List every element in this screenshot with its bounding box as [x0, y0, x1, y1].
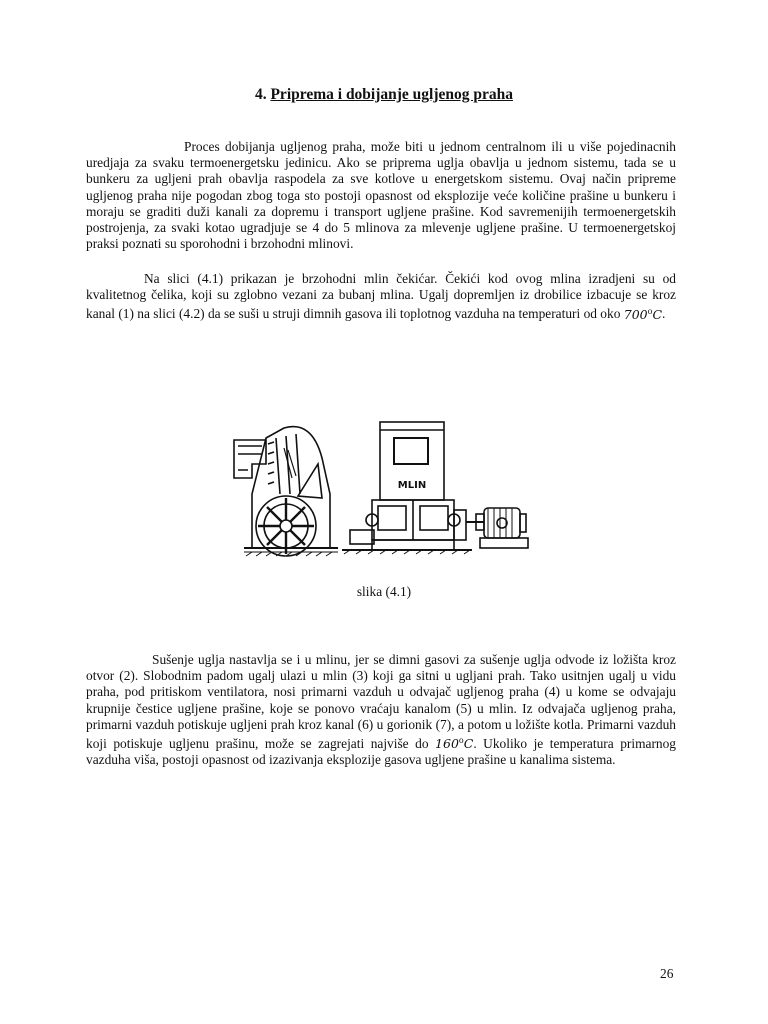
- paragraph-3: [86, 652, 676, 769]
- page-number: 26: [660, 966, 674, 981]
- section-heading: [0, 86, 768, 104]
- paragraph-2-text: Na slici (4.1) prikazan je brzohodni mlin čekićar. Čekići kod ovog mlina izradjeni su od kvalitetnog čelika, koji su zglobno vezani za bubanj mlina. Ugalj dopremljen iz drobilice izbacuje se kroz kanal (1) na slici (4.2) da se suši u struji dimnih gasova ili toplotnog vazduha na temperaturi od oko: [86, 271, 676, 322]
- mill-external-view: [342, 422, 528, 554]
- paragraph-3-end: . Ukoliko je temperatura primarnog vazduha viša, postoji opasnost od izazivanja eksplozije gasova ugljene prašine u kanalima sistema.: [86, 736, 676, 768]
- temperature-700: 700$^o$C: [623, 306, 663, 322]
- paragraph-2: [86, 271, 676, 323]
- section-title: Priprema i dobijanje ugljenog praha: [270, 86, 514, 103]
- figure-caption: slika (4.1): [356, 584, 412, 599]
- temperature-160: 160$^o$C: [435, 736, 474, 752]
- mill-cross-section: [234, 427, 338, 556]
- paragraph-3-text: Sušenje uglja nastavlja se i u mlinu, jer se dimni gasovi za sušenje uglja odvode iz ložišta kroz otvor (2). Slobodnim padom ugalj ulazi u mlin (3) koji ga sitni u ugljani prah. Tako usitnjen ugalj u vidu praha, pod pritiskom ventilatora, nosi primarni vazduh u odvajač ugljenog praha (4) u kome se odvajaju krupnije čestice ugljene prašine, koje se ponovo vraćaju kanalom (5) u mlin. Iz odvajača ugljenog praha, primarni vazduh potiskuje ugljeni prah kroz kanal (6) u gorionik (7), a potom u ložište kotla. Primarni vazduh koji potiskuje ugljenu prašinu, može se zagrejati najviše do: [86, 652, 676, 752]
- machine-label: MLIN: [397, 480, 427, 491]
- hammer-mill-figure: [222, 398, 550, 580]
- paragraph-2-end: .: [662, 306, 666, 322]
- paragraph-1: Proces dobijanja ugljenog praha, može biti u jednom centralnom ili u više pojedinacnih uredjaja za svaku termoenergetsku jedinicu. Ako se priprema uglja obavlja u jednom sistemu, tada se u bunkeru za ugljeni prah obavlja raspodela za sve kotlove u energetskom sistemu. Ovaj način pripreme ugljenog praha nije pogodan zbog toga sto postoji opasnost od eksplozije veće količine prašine u bunkeru i moraju se graditi duži kanali za dopremu i transport ugljene prašine. Kod savremenijih termoenergetskih postrojenja, za svaki kotao ugradjuje se 4 do 5 mlinova za mlevenje ugljene prašine. U termoenergetskoj praksi poznati su sporohodni i brzohodni mlinovi.: [86, 139, 676, 252]
- section-number: 4.: [254, 86, 267, 103]
